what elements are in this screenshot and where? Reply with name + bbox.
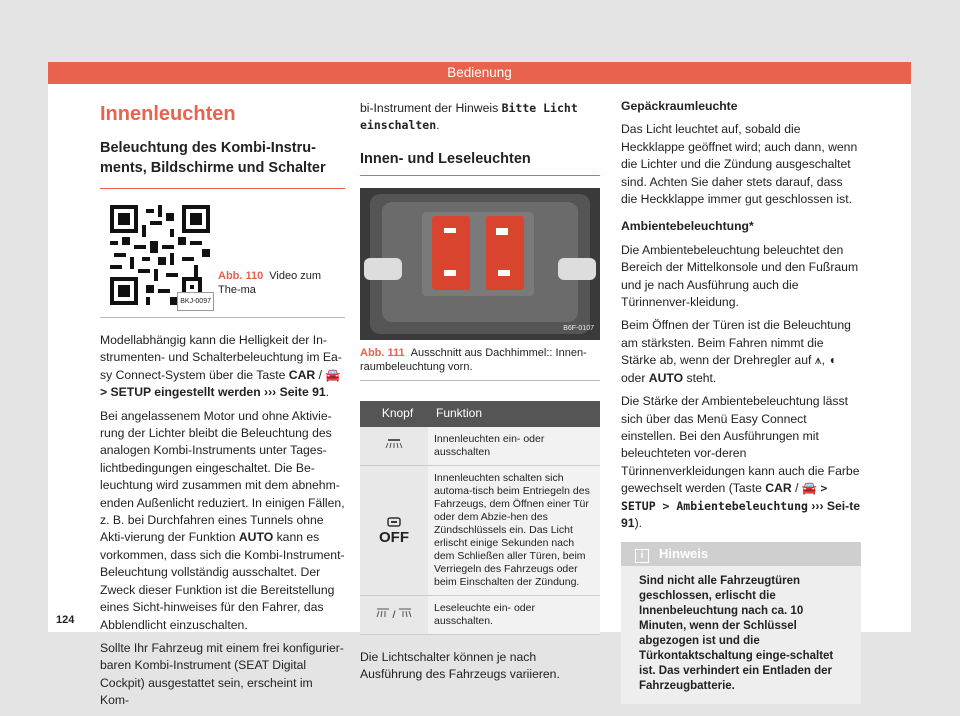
paragraph: Sollte Ihr Fahrzeug mit einem frei konfigurier-baren Kombi-Instrument (SEAT Digital Cockpit) ausgestattet sein, erscheint im Kom- bbox=[100, 640, 344, 708]
parking-light-icon: ⩚ bbox=[814, 353, 822, 368]
column-header-funktion: Funktion bbox=[428, 401, 600, 427]
page-number: 124 bbox=[56, 614, 75, 626]
section-header: Bedienung bbox=[48, 62, 911, 84]
column-3 bbox=[621, 84, 861, 704]
function-table bbox=[360, 401, 600, 635]
paragraph: Das Licht leuchtet auf, sobald die Heckklappe geöffnet wird; auch dann, wenn die Lichter und die Zündung ausgeschaltet sind. Achten Sie daher stets darauf, dass die Heckklappe immer gut geschlossen ist. bbox=[621, 122, 858, 207]
car-key-label: CAR bbox=[288, 367, 316, 382]
paragraph: Die Ambientebeleuchtung beleuchtet den Bereich der Mittelkonsole und den Fußraum und je nach Ausführung auch die Türinnenver-kleidung. bbox=[621, 242, 859, 310]
paragraph: Beim Öffnen der Türen ist die Beleuchtung am stärksten. Beim Fahren nimmt die Stärke ab, wenn der Drehregler auf ⩚, ◖ oder AUTO steht. bbox=[621, 318, 851, 385]
paragraph: Die Lichtschalter können je nach Ausführung des Fahrzeugs variieren. bbox=[360, 649, 560, 682]
paragraph: Die Stärke der Ambientebeleuchtung lässt sich über das Menü Easy Connect einstellen. Bei den Ausführungen mit beleuchteten vor-deren Türinnenverkleidungen kann auch die Farbe gewechselt werden (Taste CAR / 🚘 > SETUP > Ambientebeleuchtung ››› Sei-te 91). bbox=[621, 394, 861, 530]
figure-code: B6F-0107 bbox=[563, 325, 594, 333]
manual-page bbox=[48, 62, 911, 708]
column-1 bbox=[100, 84, 345, 716]
door-contact-off-icon bbox=[360, 465, 428, 595]
divider bbox=[100, 188, 345, 189]
car-key-label: CAR bbox=[765, 481, 792, 496]
section-title: Innen- und Leseleuchten bbox=[360, 149, 600, 176]
low-beam-icon: ◖ bbox=[828, 353, 836, 368]
info-icon: i bbox=[635, 549, 649, 563]
subtitle: Beleuchtung des Kombi-Instru-ments, Bildschirme und Schalter bbox=[100, 140, 326, 176]
table-header bbox=[360, 401, 600, 427]
note-header bbox=[621, 542, 861, 566]
figure-caption-text: Ausschnitt aus Dachhimmel:: Innen-raumbeleuchtung vorn. bbox=[360, 346, 587, 373]
car-icon: 🚘 bbox=[325, 367, 341, 382]
table-row bbox=[360, 465, 600, 595]
figure-caption-text: Video zum The-ma bbox=[218, 270, 322, 296]
display-message: Bitte Licht einschalten bbox=[360, 101, 578, 133]
figure-code: BKJ-0097 bbox=[177, 292, 214, 311]
video-figure bbox=[100, 199, 345, 318]
subheading-luggage: Gepäckraumleuchte bbox=[621, 99, 738, 113]
table-row bbox=[360, 595, 600, 634]
ceiling-light-photo bbox=[360, 188, 600, 340]
note-body: Sind nicht alle Fahrzeugtüren geschlossen, erlischt die Innenbeleuchtung nach ca. 10 Minuten, wenn der Schlüssel abgezogen ist und die Türkontaktschaltung einge-schaltet ist. Das verhindert ein Entladen der Fahrzeugbatterie. bbox=[639, 575, 834, 693]
off-label: OFF bbox=[379, 528, 409, 546]
auto-key-label: AUTO bbox=[648, 370, 684, 385]
car-icon: 🚘 bbox=[801, 481, 818, 496]
interior-light-icon bbox=[360, 427, 428, 466]
qr-code[interactable] bbox=[110, 205, 210, 305]
table-cell: Leseleuchte ein- oder ausschalten. bbox=[428, 595, 600, 634]
page-link[interactable]: ››› Seite 91 bbox=[264, 385, 326, 400]
note-title: Hinweis bbox=[659, 546, 709, 562]
subheading-ambient: Ambientebeleuchtung* bbox=[621, 219, 754, 234]
page-link[interactable]: ››› Sei-te 91 bbox=[621, 498, 861, 530]
page-title: Innenleuchten bbox=[100, 103, 236, 125]
ceiling-light-illustration bbox=[360, 188, 600, 340]
figure-number: Abb. 111 bbox=[360, 346, 405, 359]
reading-light-icons: / bbox=[360, 595, 428, 634]
note-box bbox=[621, 542, 861, 704]
menu-path: > SETUP > Ambientebeleuchtung bbox=[621, 481, 828, 513]
auto-key-label: AUTO bbox=[238, 530, 274, 545]
figure-caption bbox=[360, 346, 600, 381]
figure-number: Abb. 110 bbox=[218, 270, 264, 282]
paragraph: Bei angelassenem Motor und ohne Aktivie-rung der Lichter bleibt die Beleuchtung des analogen Kombi-Instruments unter Tages-lichtbedingungen eingeschaltet. Die Be-leuchtung wird zusammen mit dem abnehm-enden Außenlicht reduziert. In einigen Fällen, z. B. bei Durchfahren eines Tunnels ohne Akti-vierung der Funktion AUTO kann es vorkommen, dass sich die Kombi-Instrument-Beleuchtung vollständig ausschaltet. Der Zweck dieser Funktion ist die Bereitstellung eines Sicht-hinweises für den Fahrer, das Abblendlicht einzuschalten. bbox=[100, 408, 345, 632]
figure-caption bbox=[218, 269, 345, 317]
column-header-knopf: Knopf bbox=[360, 401, 428, 427]
qr-code-icon bbox=[110, 205, 210, 305]
paragraph: bi-Instrument der Hinweis Bitte Licht einschalten. bbox=[360, 101, 578, 133]
table-cell: Innenleuchten schalten sich automa-tisch beim Entriegeln des Fahrzeugs, dem Öffnen einer Tür oder dem Abzie-hen des Zündschlüssels ein. Das Licht erlischt einige Sekunden nach dem Schließen aller Türen, beim Verriegeln des Fahrzeugs oder beim Einschalten der Zündung. bbox=[428, 465, 600, 595]
table-cell: Innenleuchten ein- oder ausschalten bbox=[428, 427, 600, 466]
table-row bbox=[360, 427, 600, 466]
paragraph: Modellabhängig kann die Helligkeit der In-strumenten- und Schalterbeleuchtung im Ea-sy Connect-System über die Taste CAR / 🚘 > SETUP eingestellt werden ››› Seite 91. bbox=[100, 333, 342, 400]
column-2 bbox=[360, 84, 600, 690]
